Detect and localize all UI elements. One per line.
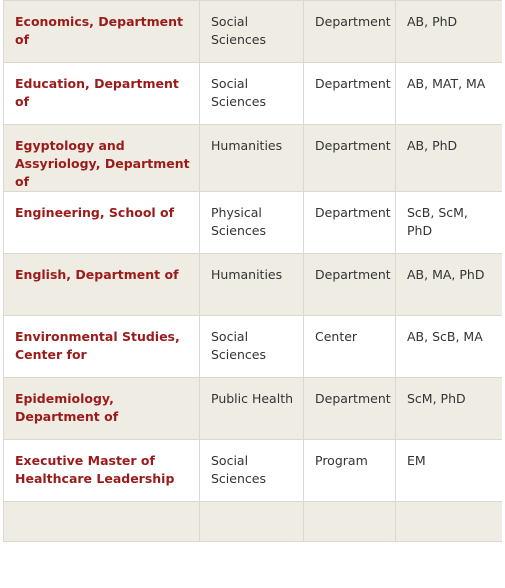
program-link[interactable]: Education, Department of	[15, 76, 179, 109]
program-name-cell	[4, 440, 200, 502]
program-link[interactable]: Epidemiology, Department of	[15, 391, 119, 424]
program-degrees-cell: ScM, PhD	[396, 378, 503, 440]
program-degrees-cell: ScB, ScM, PhD	[396, 192, 503, 254]
program-link[interactable]: Environmental Studies, Center for	[15, 329, 180, 362]
program-degrees-cell: AB, ScB, MA	[396, 316, 503, 378]
empty-cell	[304, 502, 396, 542]
program-type-cell: Department	[304, 63, 396, 125]
program-name-cell	[4, 316, 200, 378]
program-area-cell: Social Sciences	[200, 316, 304, 378]
program-degrees-cell: AB, PhD	[396, 125, 503, 192]
program-area-cell: Humanities	[200, 125, 304, 192]
table-row	[4, 378, 503, 440]
program-area-cell: Social Sciences	[200, 440, 304, 502]
program-type-cell: Department	[304, 192, 396, 254]
program-name-cell	[4, 125, 200, 192]
program-name-cell	[4, 1, 200, 63]
program-type-cell: Department	[304, 254, 396, 316]
program-link[interactable]: Egyptology and Assyriology, Department of	[15, 138, 190, 189]
program-name-cell	[4, 192, 200, 254]
program-name-cell	[4, 378, 200, 440]
program-type-cell: Department	[304, 125, 396, 192]
empty-cell	[200, 502, 304, 542]
program-degrees-cell: AB, MAT, MA	[396, 63, 503, 125]
program-name-cell	[4, 63, 200, 125]
empty-cell	[4, 502, 200, 542]
program-link[interactable]: Engineering, School of	[15, 205, 175, 220]
program-type-cell: Center	[304, 316, 396, 378]
table-row	[4, 192, 503, 254]
program-area-cell: Physical Sciences	[200, 192, 304, 254]
program-name-cell	[4, 254, 200, 316]
program-area-cell: Social Sciences	[200, 63, 304, 125]
table-row	[4, 440, 503, 502]
table-row	[4, 254, 503, 316]
table-row-partial	[4, 502, 503, 542]
programs-table-container	[3, 0, 502, 588]
program-link[interactable]: Executive Master of Healthcare Leadership	[15, 453, 175, 486]
program-area-cell: Humanities	[200, 254, 304, 316]
program-type-cell: Department	[304, 378, 396, 440]
program-degrees-cell: AB, PhD	[396, 1, 503, 63]
programs-table	[3, 0, 502, 542]
program-area-cell: Public Health	[200, 378, 304, 440]
table-row	[4, 63, 503, 125]
table-row	[4, 125, 503, 192]
program-link[interactable]: English, Department of	[15, 267, 179, 282]
program-type-cell: Program	[304, 440, 396, 502]
empty-cell	[396, 502, 503, 542]
program-link[interactable]: Economics, Department of	[15, 14, 184, 47]
table-row	[4, 316, 503, 378]
program-type-cell: Department	[304, 1, 396, 63]
table-row	[4, 1, 503, 63]
program-area-cell: Social Sciences	[200, 1, 304, 63]
program-degrees-cell: AB, MA, PhD	[396, 254, 503, 316]
program-degrees-cell: EM	[396, 440, 503, 502]
